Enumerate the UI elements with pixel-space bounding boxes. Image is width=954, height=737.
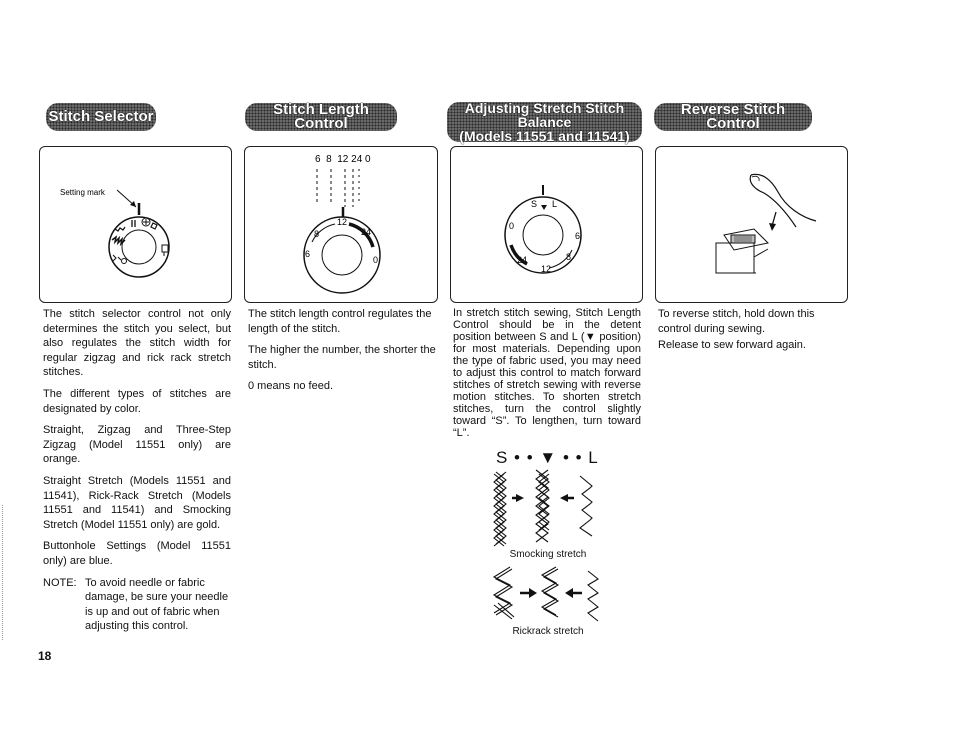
paragraph: Straight, Zigzag and Three-Step Zigzag (Model 11551 only) are orange. bbox=[43, 424, 231, 466]
dial-label-24: 24 bbox=[361, 227, 372, 237]
header-text: Reverse Stitch Control bbox=[680, 101, 786, 132]
dial-label-6: 6 bbox=[305, 249, 311, 259]
balance-label-l: L bbox=[552, 199, 558, 209]
left-edge-rule bbox=[2, 505, 3, 640]
paragraph: In stretch stitch sewing, Stitch Length Control should be in the detent position between S and L (▼ position) for most materials. Depending upon the type of fabric used, you may need to adjust this control to match forward stitches of stretch sewing with reverse motion stitches. To shorten stretch stitches, turn the control slightly toward “S”. To lengthen, turn toward “L”. bbox=[453, 307, 641, 439]
paragraph: To reverse stitch, hold down this control during sewing. bbox=[658, 308, 815, 335]
balance-label-12: 12 bbox=[541, 264, 552, 274]
header-stitch-length bbox=[245, 103, 397, 131]
header-text: Stitch Length Control bbox=[273, 101, 369, 132]
paragraph: Straight Stretch (Models 11551 and 11541), Rick-Rack Stretch (Models 11551 and 11541) and Smocking Stretch (Model 11551 only) are gold. bbox=[43, 474, 231, 531]
column-stitch-selector bbox=[43, 307, 231, 634]
figure-balance bbox=[450, 146, 643, 303]
setting-mark-label: Setting mark bbox=[60, 188, 105, 197]
header-text: Stitch Selector bbox=[48, 108, 154, 125]
paragraph: The different types of stitches are designated by color. bbox=[43, 387, 231, 415]
balance-scale: S • • ▼ • • L bbox=[496, 448, 599, 467]
figure-smocking-stretch bbox=[484, 468, 614, 550]
page-number: 18 bbox=[38, 649, 52, 663]
dial-label-8: 8 bbox=[314, 229, 320, 239]
paragraph: Buttonhole Settings (Model 11551 only) are blue. bbox=[43, 540, 231, 567]
dial-label-12: 12 bbox=[337, 217, 348, 227]
length-scale-label: 6 8 12 24 0 bbox=[315, 154, 371, 165]
header-reverse bbox=[654, 103, 812, 131]
figure-stitch-length bbox=[244, 146, 438, 303]
note-label: NOTE: bbox=[43, 576, 77, 589]
note-body: To avoid needle or fabric damage, be sure your needle is up and out of fabric when adjusting this control. bbox=[85, 576, 229, 633]
column-reverse bbox=[658, 307, 850, 360]
column-stitch-length bbox=[248, 307, 438, 401]
paragraph: The stitch length control regulates the length of the stitch. bbox=[248, 308, 432, 335]
note bbox=[43, 576, 231, 634]
header-text-line1: Adjusting Stretch Stitch Balance bbox=[464, 100, 625, 130]
paragraph: Release to sew forward again. bbox=[658, 339, 806, 352]
paragraph: The stitch selector control not only determines the stitch you select, but also regulates the stitch width for regular zigzag and rick rack stretch stitches. bbox=[43, 308, 231, 379]
caption-smocking: Smocking stretch bbox=[509, 549, 587, 560]
balance-label-s: S bbox=[531, 199, 538, 209]
header-stitch-selector bbox=[46, 103, 156, 131]
figure-rickrack-stretch bbox=[484, 565, 614, 623]
figure-reverse bbox=[655, 146, 848, 303]
header-balance bbox=[447, 102, 642, 142]
figure-stitch-selector bbox=[39, 146, 232, 303]
balance-label-24: 24 bbox=[517, 255, 528, 265]
paragraph: The higher the number, the shorter the stitch. bbox=[248, 344, 436, 371]
balance-label-0: 0 bbox=[509, 221, 515, 231]
paragraph: 0 means no feed. bbox=[248, 380, 334, 393]
balance-label-6: 6 bbox=[575, 231, 581, 241]
caption-rickrack: Rickrack stretch bbox=[512, 626, 584, 637]
dial-label-0: 0 bbox=[373, 255, 379, 265]
column-balance bbox=[453, 307, 641, 446]
header-text-line2: (Models 11551 and 11541) bbox=[459, 128, 630, 144]
balance-label-8: 8 bbox=[566, 252, 572, 262]
